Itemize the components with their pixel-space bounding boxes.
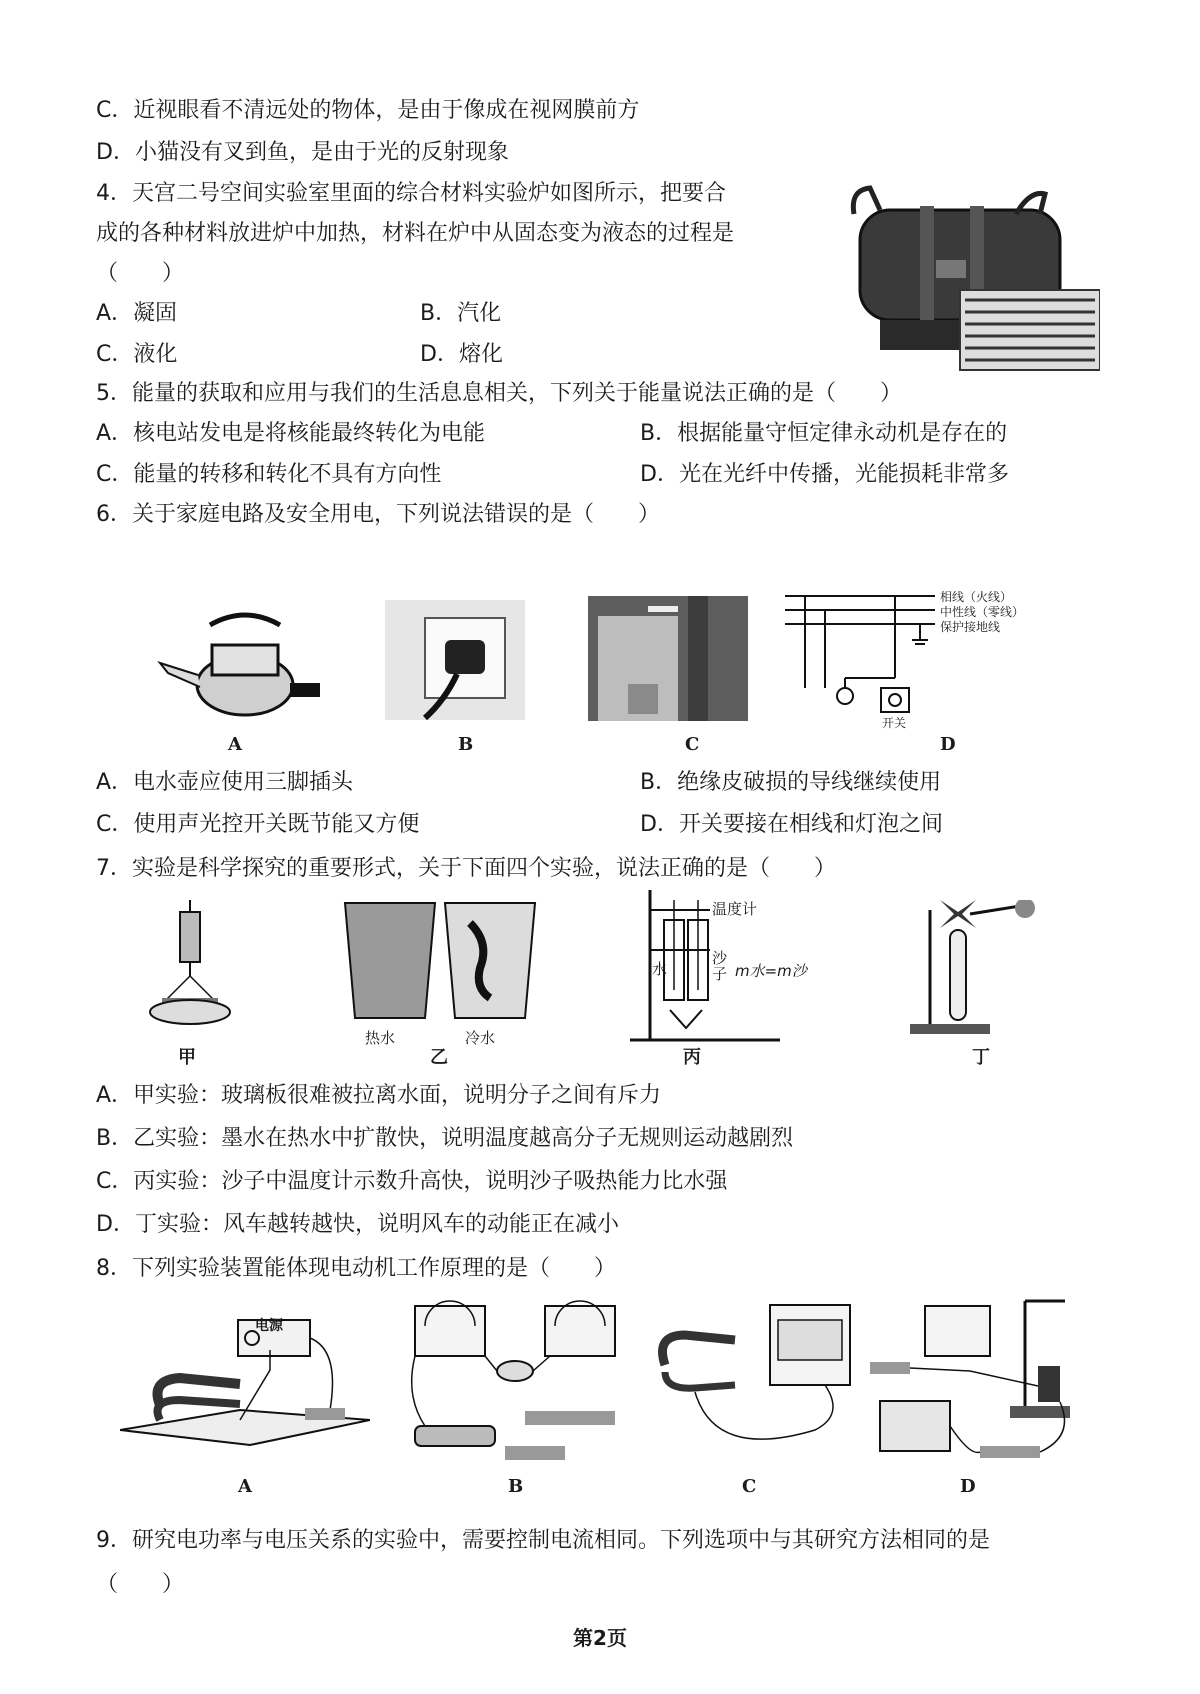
- option-5b: B．根据能量守恒定律永动机是存在的: [640, 421, 1008, 446]
- furnace-figure: [840, 180, 1100, 380]
- option-3c: C．近视眼看不清远处的物体，是由于像成在视网膜前方: [96, 98, 640, 123]
- figure-6d-label: D: [940, 734, 956, 755]
- question-4-stem-2: 成的各种材料放进炉中加热，材料在炉中从固态变为液态的过程是: [96, 221, 735, 246]
- socket-figure: [385, 600, 525, 720]
- figure-6c-label: C: [685, 734, 700, 755]
- option-7d: D．丁实验：风车越转越快，说明风车的动能正在减小: [96, 1212, 619, 1237]
- spring-scale-figure: [140, 900, 240, 1040]
- figure-7-yi-label: 乙: [430, 1047, 448, 1068]
- motor-experiment-figure: [120, 1310, 370, 1450]
- question-8-stem: 8．下列实验装置能体现电动机工作原理的是（ ）: [96, 1256, 616, 1281]
- question-9-blank: （ ）: [96, 1572, 185, 1597]
- figure-8a-label: A: [238, 1476, 252, 1497]
- option-4b: B．汽化: [420, 301, 502, 326]
- cold-water-label: 冷水: [465, 1029, 496, 1047]
- hot-water-label: 热水: [365, 1029, 396, 1047]
- page-number: 第2页: [573, 1626, 627, 1650]
- water-label: 水: [652, 960, 668, 978]
- two-meters-circuit-figure: [405, 1296, 635, 1471]
- option-7b: B．乙实验：墨水在热水中扩散快，说明温度越高分子无规则运动越剧烈: [96, 1126, 794, 1151]
- live-wire-label: 相线（火线）: [940, 590, 1013, 604]
- switch-label: 开关: [882, 716, 907, 730]
- figure-6b-label: B: [458, 734, 474, 755]
- figure-7-ding-label: 丁: [972, 1047, 990, 1068]
- option-5d: D．光在光纤中传播，光能损耗非常多: [640, 462, 1009, 487]
- figure-8b-label: B: [508, 1476, 524, 1497]
- generator-experiment-figure: [655, 1300, 855, 1465]
- stairwell-figure: [588, 596, 748, 721]
- figure-8d-label: D: [960, 1476, 976, 1497]
- option-6b: B．绝缘皮破损的导线继续使用: [640, 770, 942, 795]
- option-4d: D．熔化: [420, 342, 503, 367]
- option-7c: C．丙实验：沙子中温度计示数升高快，说明沙子吸热能力比水强: [96, 1169, 728, 1194]
- figure-8c-label: C: [742, 1476, 757, 1497]
- question-5-stem: 5．能量的获取和应用与我们的生活息息相关，下列关于能量说法正确的是（ ）: [96, 381, 902, 406]
- option-6a: A．电水壶应使用三脚插头: [96, 770, 354, 795]
- thermometer-label: 温度计: [712, 900, 758, 918]
- question-6-stem: 6．关于家庭电路及安全用电，下列说法错误的是（ ）: [96, 502, 660, 527]
- option-4a: A．凝固: [96, 301, 178, 326]
- option-5a: A．核电站发电是将核能最终转化为电能: [96, 421, 486, 446]
- question-7-stem: 7．实验是科学探究的重要形式，关于下面四个实验，说法正确的是（ ）: [96, 856, 836, 881]
- question-9-stem: 9．研究电功率与电压关系的实验中，需要控制电流相同。下列选项中与其研究方法相同的是: [96, 1528, 991, 1553]
- sand-label: 沙子: [712, 949, 728, 983]
- neutral-wire-label: 中性线（零线）: [940, 605, 1025, 619]
- ink-diffusion-figure: [340, 898, 540, 1023]
- pinwheel-figure: [910, 900, 1040, 1035]
- electromagnet-circuit-figure: [860, 1296, 1080, 1471]
- kettle-figure: [150, 605, 330, 725]
- mass-equation: m水=m沙: [735, 962, 807, 980]
- figure-7-jia-label: 甲: [178, 1047, 196, 1068]
- option-6c: C．使用声光控开关既节能又方便: [96, 812, 420, 837]
- ground-wire-label: 保护接地线: [940, 620, 1001, 634]
- option-7a: A．甲实验：玻璃板很难被拉离水面，说明分子之间有斥力: [96, 1083, 662, 1108]
- option-5c: C．能量的转移和转化不具有方向性: [96, 462, 442, 487]
- figure-6a-label: A: [228, 734, 242, 755]
- option-4c: C．液化: [96, 342, 178, 367]
- question-4-stem-1: 4．天宫二号空间实验室里面的综合材料实验炉如图所示，把要合: [96, 181, 726, 206]
- power-source-label: 电源: [255, 1318, 283, 1334]
- option-6d: D．开关要接在相线和灯泡之间: [640, 812, 943, 837]
- question-4-blank: （ ）: [96, 261, 185, 286]
- option-3d: D．小猫没有叉到鱼，是由于光的反射现象: [96, 140, 509, 165]
- figure-7-bing-label: 丙: [683, 1047, 701, 1068]
